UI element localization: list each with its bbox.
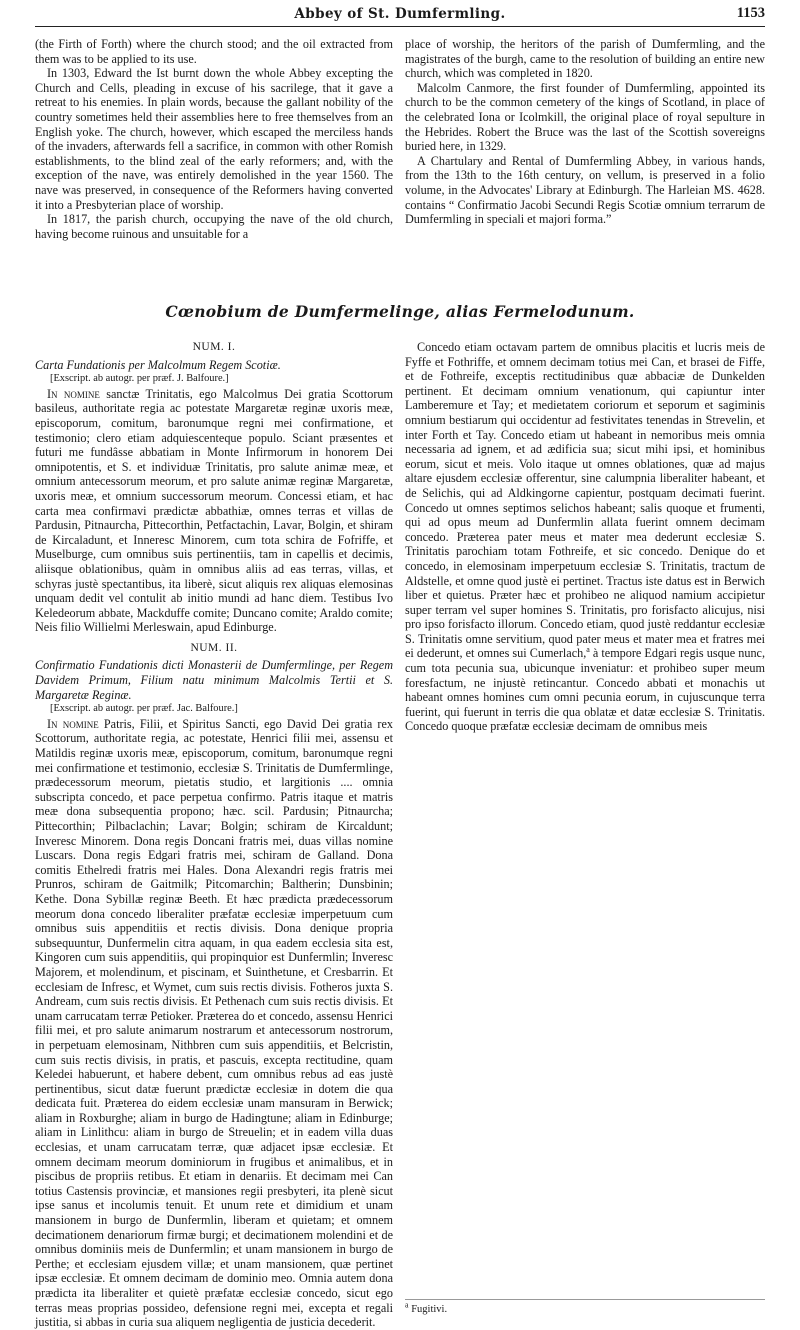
continued-text-part: Concedo etiam octavam partem de omnibus placitis et lucris meis de Fyffe et Fothriffe, et omnem decimam totius mei Can, et brasei de Fiffe, et de Fothreife, exceptis rectitudinibus quæ abbaciæ de Dunkelden pertinent. Et decimam omnium venationum, qui capiuntur inter Lamberemure et Tay; et medietatem coriorum et seporum et sagiminis omnium bestiarum qui occidentur ad festivitates tenendas in Strevelin, et inter Forth et Tay. Concedo etiam ut habeant in nemoribus meis omnia necessaria ad ignem, et ad ædificia sua; sicut mihi ipsi, et hominibus eorum, sicut et meis. Volo itaque ut omnes oblationes, quæ ad majus altare ejusdem ecclesiæ offerentur, sine calumpnia liberaliter habeant, et de Selichis, qui ad Aldkingorne capientur, postquam decimati fuerint. Concedo ut omnes septimos selichos habeant; salis quoque et frumenti, qui ad opus meum ad Dunfermlin allata fuerint omnem decimam concedo. Præterea pater meus et mater mea dederunt ecclesiæ S. Trinitatis parochiam totam Fothreife, et sic concedo. Denique do et concedo, in elemosinam imperpetuum ecclesiæ S. Trinitatis, tractum de Aldstelle, et omne quod justè ei pertinet. Tractus iste datus est in Berwich liber et quietus. Præter hæc et prohibeo ne aliquod namium accipietur super terram vel super homines S. Trinitatis, pro forisfacto alicujus, nisi pro ipso forisfacto illorum. Concedo etiam, quod justè reddantur ecclesiæ S. Trinitatis omne servitium, quod pater meus et mater mea et fratres mei ei dederunt, et omnes sui Cumerlach, xyxy=(405,340,765,661)
num-1-source: [Exscript. ab autogr. per præf. J. Balfoure.] xyxy=(50,373,229,385)
section-title: Cœnobium de Dumfermelinge, alias Fermelodunum. xyxy=(165,302,635,321)
num-2-heading: NUM. II. xyxy=(190,641,238,654)
num-2-continued-text xyxy=(405,340,765,734)
num-2-title: Confirmatio Fundationis dicti Monasterii de Dumfermlinge, per Regem Davidem Primum, Filium natu minimum Malcolmis Tertii et S. Margaretæ Reginæ. xyxy=(35,658,393,702)
intro-right-column xyxy=(405,37,765,227)
intro-paragraph: In 1817, the parish church, occupying the nave of the old church, having become ruinous and unsuitable for a xyxy=(35,212,393,241)
running-title: Abbey of St. Dumfermling. xyxy=(294,6,506,22)
running-header xyxy=(35,6,765,27)
charter-right-column xyxy=(405,340,765,734)
num-1-text xyxy=(35,387,393,635)
num-1-heading: NUM. I. xyxy=(192,341,236,353)
num-2-body: Patris, Filii, et Spiritus Sancti, ego David Dei gratia rex Scottorum, authoritate regia, ac potestate, Henrici filii mei, assensu et Matildis reginæ uxoris meæ, episcoporum, comitum, baronumque regni mei confirmatione et testimonio, ecclesiæ S. Trinitatis de Dumfermlinge, prædecessorum meorum, pietatis studio, et largitionis .... omnia subscripta concedo, et pace perpetua confirmo. Patris itaque et matris meæ dona subsequentia propono; hæc. scil. Pardusin; Pitnaurcha; Pittecorthin; Pilbaclachin; Lavar; Bolgin; schiram de Kircaldunt; Inveresc Minorem. Dona regis Doncani fratris mei, duas villas nomine Luscars. Dona regis Edgari fratris mei, schiram de Galland. Dona comitis Ethelredi fratris mei Hales. Dona Alexandri regis fratris mei Prunros, schiram de Gaitmilk; Pitcomarchin; Baltherin; Dunsbinin; Kethe. Dona Sybillæ reginæ Beeth. Et hæc prædicta prædecessorum meorum dona concedo liberaliter præfatæ ecclesiæ imperpetuum cum omnibus suis appenditiis et rectis divisis. Dona denique propria subsequuntur, Dunfermelin citra aquam, in qua eadem ecclesia sita est, Kingoren cum suis appenditiis, qui propinquior est Dunfermlin; Inveresc Majorem, et molendinum, et piscinam, et Suinthetune, et Cresbarrin. Et ecclesiam de Infresc, et Wymet, cum suis rectis divisis. Fotheros juxta S. Andream, cum suis rectis divisis. Et Pethenach cum suis rectis divisis. Et unam carrucatam terræ Petioker. Præterea do et concedo, assensu Henrici filii mei, et pro salute animarum nostrarum et antecessorum nostrorum, in perpetuam elemosinam, Nithbren cum suis appenditiis, et Belcristin, cum suis rectis divisis, in pratis, et pascuis, excepta rectitudine, quam Keledei habuerunt, et habere debent, cum omnibus rebus ad eas justè pertinentibus, sicut datæ fuerunt prædictæ ecclesiæ in dotem die qua dedicata fuit. Præterea do eidem ecclesiæ unam mansuram in Berwick; aliam in Roxburghe; aliam in burgo de Hadingtune; aliam in Edinburge; aliam in Linlithcu: aliam in burgo de Streuelin; et in eadem villa duas ecclesias, et unam carrucatam terræ, quæ adjacet ipsæ ecclesiæ. Et omnem decimam meorum dominiorum in frugibus et animalibus, et in piscibus de propriis retibus. Et etiam in denariis. Et decimam mei Can totius Castensis provinciæ, et mansiones regii presbyteri, ita plenè sicut ipse sanus et incolumis tenuit. Et unum rete et dimidium et unam mansionem in burgo de Dunfermlin, liberam et quietam; et omnem decimationem denariorum firmæ burgi; et decimationem molendini et de omnibus dominiis meis de Dunfermlin; et unam mansionem in burgo de Perthe; et ecclesiam ejusdem villæ; et unam mansionem, quæ pertinet ipsæ ecclesiæ. Et omnem decimam de dominio meo. Omnia autem dona prædicta ita liberaliter et quietè præfatæ ecclesiæ concedo, sicut ego terras meas proprias possideo, defensione regni mei, excepta et regali justitia, si abbas in curia sua aliquem negligentia de justicia decederit. xyxy=(35,716,393,1330)
num-1-body: sanctæ Trinitatis, ego Malcolmus Dei gratia Scottorum basileus, authoritate regia ac potestate Margaretæ reginæ uxoris meæ, episcoporum, comitum, baronumque regni mei confirmatione, et testimonio; clero etiam adquiescenteque populo. Sciant præsentes et futuri me fundâsse abbatiam in Monte Infirmorum in honorem Dei omnipotentis, et S. et individuæ Trinitatis, pro salute animæ meæ, et omnium antecessorum meorum, et pro salute animæ reginæ Margaretæ, uxoris meæ, et omnium successorum meorum. Concessi etiam, et hac carta mea confirmavi prædictæ abbathiæ, omnes terras et villas de Pardusin, Pitnaurcha, Pittecorthin, Petfactachin, Lavar, Bolgin, et shiram de Kircaladunt, et Inneresc Minorem, cum tota schira de Fofriffe, et Muselburge, cum omnibus suis pertinentiis, tam in capellis et decimis, aliisque oblationibus, quàm in omnibus aliis ad eas terras, villas, et schyras justè spectantibus, ita liberè, sicut aliquis rex aliquas elemosinas unquam dedit vel contulit ab initio mundi ad hanc diem. Testibus Ivo Keledeorum abbate, Mackduffe comite; Duncano comite; Araldo comite; Neis filio Willielmi Merleswain, apud Edinburge. xyxy=(35,386,393,635)
intro-paragraph: In 1303, Edward the Ist burnt down the whole Abbey excepting the Church and Cells, pleading in excuse of his sacrilege, that it gave a retreat to his enemies. In plain words, because the gallant nobility of the country sometimes held their assemblies here to free themselves from an English yoke. The church, however, which escaped the merciless hands of the invaders, afterwards fell a sacrifice, in common with other Romish establishments, to the blind zeal of the early reformers; and, with the exception of the nave, was entirely demolished in the year 1560. The nave was preserved, in consequence of the Reformers having converted it into a Presbyterian place of worship. xyxy=(35,66,393,212)
footnote xyxy=(405,1300,448,1318)
intro-paragraph: Malcolm Canmore, the first founder of Dumfermling, appointed its church to be the common cemetery of the kings of Scotland, in place of the celebrated Iona or Icolmkill, the original place of royal sepulture in the Hebrides. Robert the Bruce was the last of the Scottish sovereigns buried here, in 1329. xyxy=(405,80,765,154)
intro-paragraph: A Chartulary and Rental of Dumfermling Abbey, in various hands, from the 13th to the 16th century, on vellum, is preserved in a folio volume, in the Advocates' Library at Edinburgh. The Harleian MS. 4628. contains “ Confirmatio Jacobi Secundi Regis Scotiæ omnium terrarum de Dumfermling in speciali et majori forma.” xyxy=(405,153,765,227)
num-1-opening: In nomine xyxy=(47,386,100,401)
charter-left-column xyxy=(35,340,393,1330)
num-2-source: [Exscript. ab autogr. per præf. Jac. Balfoure.] xyxy=(50,703,238,715)
intro-paragraph: place of worship, the heritors of the parish of Dumfermling, and the magistrates of the burgh, came to the resolution of building an entire new church, which was completed in 1820. xyxy=(405,37,765,81)
num-2-text xyxy=(35,717,393,1330)
continued-text-part: à tempore Edgari regis usque nunc, cum tota pecunia sua, ubicunque inveniatur: et prohibeo super meum foresfactum, ne injustè retincantur. Concedo abbati et monachis ut habeant omnes homines cum omni pecunia eorum, in cujuscunque terra fuerint, qui fuerunt in terris die qua oblatæ et datæ ecclesiæ S. Trinitatis. Concedo quoque præfatæ ecclesiæ decimam de omnibus meis xyxy=(405,646,765,734)
footnote-mark: a xyxy=(405,1300,409,1310)
footnote-rule xyxy=(405,1299,765,1300)
intro-left-column xyxy=(35,37,393,241)
num-2-opening: In nomine xyxy=(47,716,99,731)
intro-paragraph: (the Firth of Forth) where the church stood; and the oil extracted from them was to be applied to its use. xyxy=(35,37,393,66)
page-number: 1153 xyxy=(736,5,765,21)
footnote-text: Fugitivi. xyxy=(411,1304,448,1315)
footnote-reference: a xyxy=(586,645,590,655)
num-1-title: Carta Fundationis per Malcolmum Regem Scotiæ. xyxy=(35,357,281,372)
